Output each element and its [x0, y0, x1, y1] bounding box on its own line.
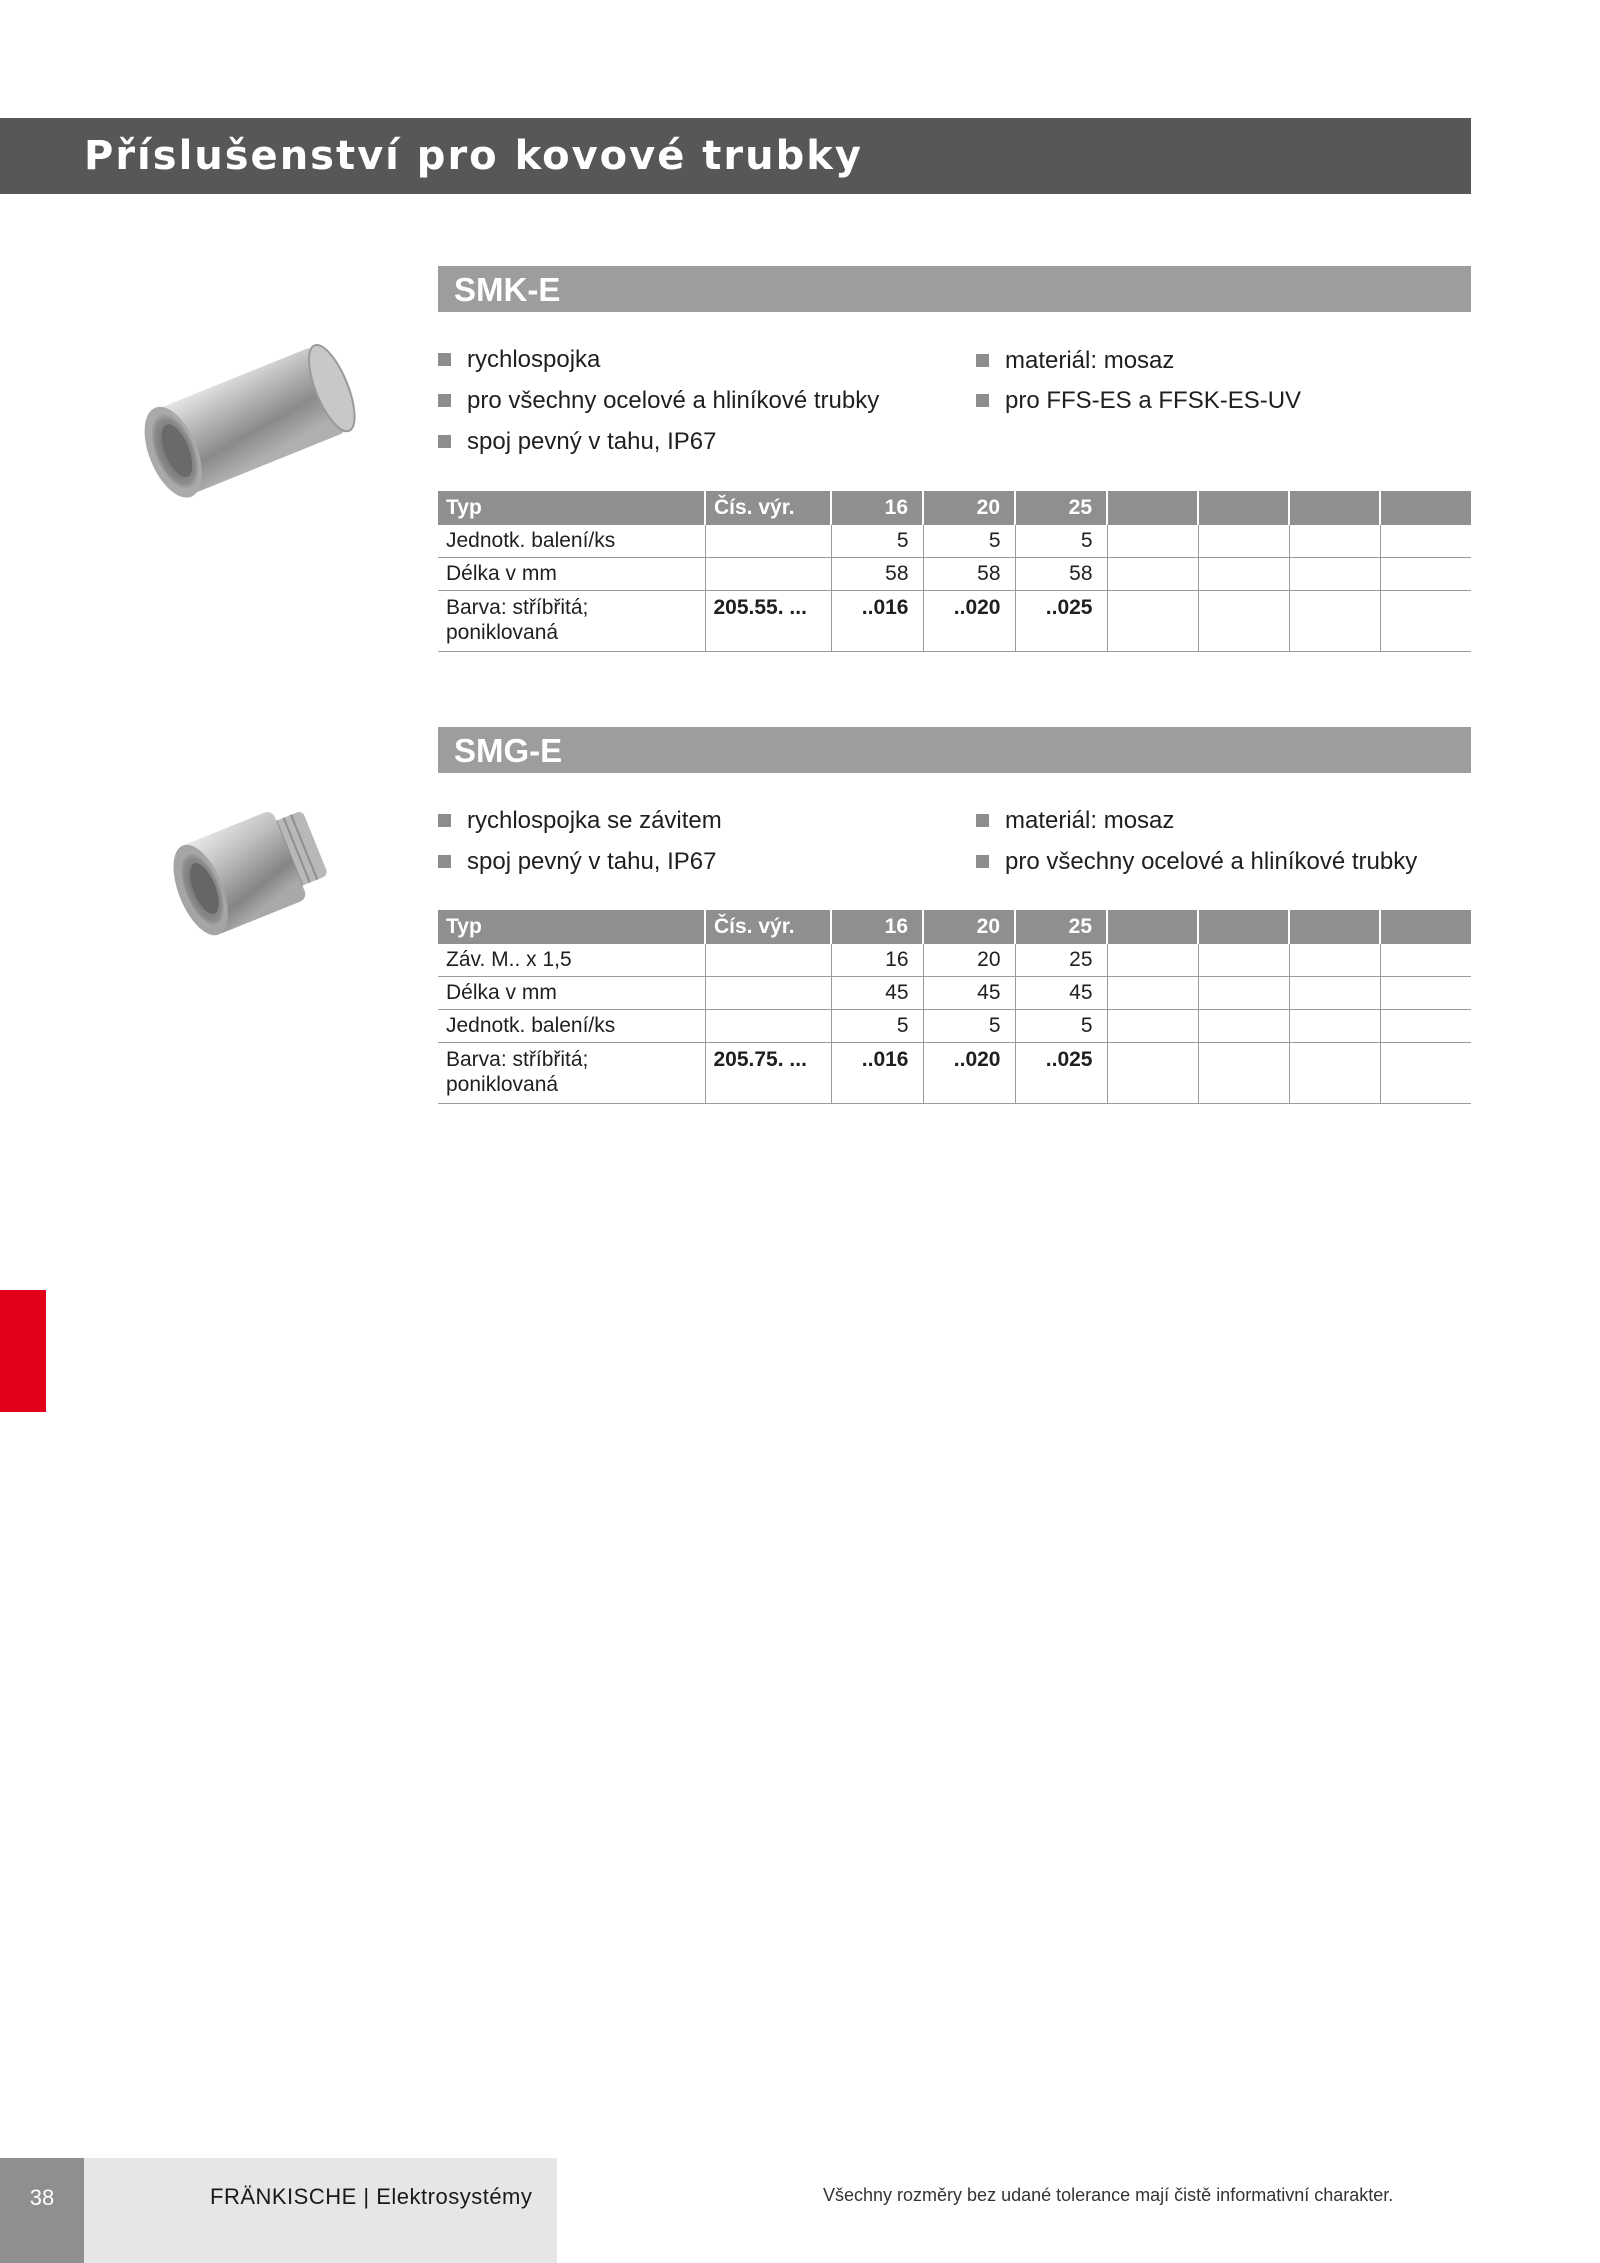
table-cell [705, 525, 831, 558]
table-cell [1107, 1043, 1198, 1104]
table-cell: ..025 [1015, 591, 1107, 652]
table-cell: Barva: stříbřitá; poniklovaná [438, 591, 705, 652]
table-cell [1380, 977, 1471, 1010]
column-header: 20 [923, 910, 1015, 944]
table-cell [1289, 525, 1380, 558]
table-cell: 45 [831, 977, 923, 1010]
table-row [438, 591, 1471, 652]
table-cell [705, 1010, 831, 1043]
table-row [438, 944, 1471, 977]
table-cell [1289, 944, 1380, 977]
table-cell [1198, 944, 1289, 977]
table-cell [1107, 558, 1198, 591]
table-cell [1289, 1010, 1380, 1043]
column-header: 25 [1015, 491, 1107, 525]
column-header [1289, 491, 1380, 525]
table-cell [1107, 525, 1198, 558]
table-cell [1107, 944, 1198, 977]
table-row [438, 1010, 1471, 1043]
feature-item: materiál: mosaz [976, 347, 1174, 375]
table-cell [1107, 977, 1198, 1010]
feature-item: rychlospojka se závitem [438, 807, 722, 835]
table-cell [1289, 558, 1380, 591]
table-cell [1107, 591, 1198, 652]
smk-e-product-image [140, 325, 370, 510]
table-cell: Barva: stříbřitá; poniklovaná [438, 1043, 705, 1104]
table-row [438, 525, 1471, 558]
table-cell [1198, 977, 1289, 1010]
table-header-row [438, 910, 1471, 944]
table-cell [1289, 591, 1380, 652]
table-cell: 5 [831, 525, 923, 558]
smg-e-spec-table [438, 910, 1471, 1104]
bullet-icon [976, 394, 989, 407]
page-number: 38 [0, 2158, 84, 2263]
feature-item: pro FFS-ES a FFSK-ES-UV [976, 387, 1301, 415]
table-cell: 5 [923, 1010, 1015, 1043]
table-cell: ..025 [1015, 1043, 1107, 1104]
footer-brand-box [84, 2158, 557, 2263]
table-cell: 205.55. ... [705, 591, 831, 652]
bullet-icon [438, 353, 451, 366]
feature-item: materiál: mosaz [976, 807, 1174, 835]
table-cell: 205.75. ... [705, 1043, 831, 1104]
table-row [438, 558, 1471, 591]
table-cell [1380, 1043, 1471, 1104]
table-cell: 20 [923, 944, 1015, 977]
table-row [438, 1043, 1471, 1104]
feature-item: spoj pevný v tahu, IP67 [438, 848, 717, 876]
table-cell: 58 [1015, 558, 1107, 591]
table-cell [1289, 1043, 1380, 1104]
table-cell [1380, 591, 1471, 652]
smk-e-spec-table [438, 491, 1471, 652]
table-cell: 58 [923, 558, 1015, 591]
section-smg-e [438, 727, 1471, 773]
footer-brand-text: FRÄNKISCHE | Elektrosystémy [210, 2184, 533, 2209]
table-cell: Délka v mm [438, 977, 705, 1010]
table-cell [1198, 558, 1289, 591]
table-cell: 58 [831, 558, 923, 591]
table-cell [1380, 1010, 1471, 1043]
table-cell: Jednotk. balení/ks [438, 525, 705, 558]
table-cell: 5 [1015, 1010, 1107, 1043]
table-cell: Délka v mm [438, 558, 705, 591]
column-header [1380, 491, 1471, 525]
smg-e-product-image [165, 795, 340, 945]
column-header [1289, 910, 1380, 944]
table-cell [1198, 1043, 1289, 1104]
table-cell [1380, 944, 1471, 977]
table-cell [705, 558, 831, 591]
table-cell: 5 [1015, 525, 1107, 558]
column-header: 20 [923, 491, 1015, 525]
feature-item: spoj pevný v tahu, IP67 [438, 428, 717, 456]
section-title: SMG-E [438, 727, 1471, 773]
table-cell: Záv. M.. x 1,5 [438, 944, 705, 977]
column-header: Čís. výr. [705, 491, 831, 525]
table-cell: ..020 [923, 1043, 1015, 1104]
table-cell: 45 [923, 977, 1015, 1010]
column-header: Typ [438, 910, 705, 944]
table-cell [705, 977, 831, 1010]
column-header [1107, 910, 1198, 944]
page-title: Příslušenství pro kovové trubky [84, 133, 863, 179]
column-header: 16 [831, 910, 923, 944]
table-cell: 25 [1015, 944, 1107, 977]
bullet-icon [438, 394, 451, 407]
bullet-icon [438, 435, 451, 448]
bullet-icon [976, 855, 989, 868]
footer-disclaimer: Všechny rozměry bez udané tolerance mají čistě informativní charakter. [823, 2185, 1394, 2205]
column-header: Čís. výr. [705, 910, 831, 944]
table-cell [1380, 525, 1471, 558]
table-cell [1198, 525, 1289, 558]
table-cell: 5 [923, 525, 1015, 558]
table-row [438, 977, 1471, 1010]
feature-item: pro všechny ocelové a hliníkové trubky [438, 387, 879, 415]
table-cell [1198, 591, 1289, 652]
feature-item: pro všechny ocelové a hliníkové trubky [976, 848, 1417, 876]
table-header-row [438, 491, 1471, 525]
table-cell [1380, 558, 1471, 591]
section-title: SMK-E [438, 266, 1471, 312]
table-cell: Jednotk. balení/ks [438, 1010, 705, 1043]
table-cell [1198, 1010, 1289, 1043]
table-cell: 16 [831, 944, 923, 977]
feature-item: rychlospojka [438, 346, 600, 374]
table-cell [705, 944, 831, 977]
table-cell: ..020 [923, 591, 1015, 652]
bullet-icon [976, 354, 989, 367]
table-cell [1289, 977, 1380, 1010]
table-cell: ..016 [831, 1043, 923, 1104]
bullet-icon [976, 814, 989, 827]
column-header [1380, 910, 1471, 944]
column-header [1198, 491, 1289, 525]
table-cell [1107, 1010, 1198, 1043]
table-cell: ..016 [831, 591, 923, 652]
bullet-icon [438, 855, 451, 868]
column-header [1107, 491, 1198, 525]
chapter-marker-tab [0, 1290, 46, 1412]
table-cell: 45 [1015, 977, 1107, 1010]
table-cell: 5 [831, 1010, 923, 1043]
column-header: Typ [438, 491, 705, 525]
column-header: 16 [831, 491, 923, 525]
column-header: 25 [1015, 910, 1107, 944]
column-header [1198, 910, 1289, 944]
page-header-bar [0, 118, 1471, 194]
bullet-icon [438, 814, 451, 827]
